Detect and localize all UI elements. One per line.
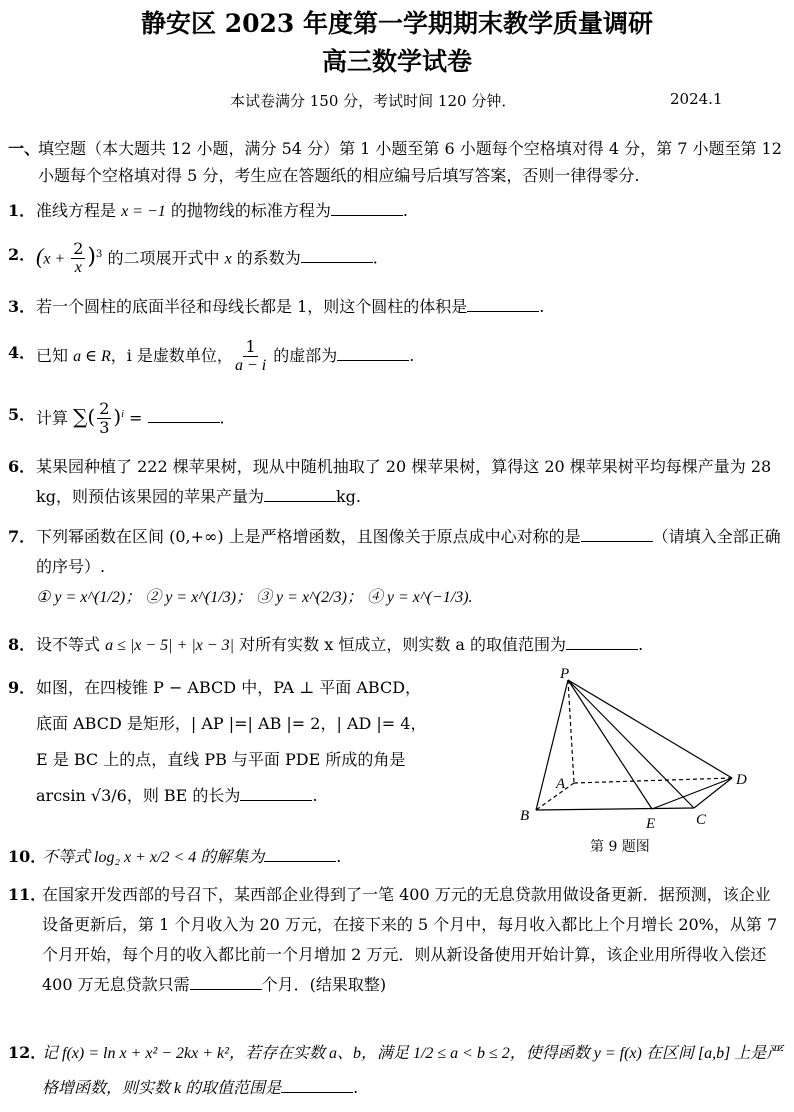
label-A: A — [556, 776, 566, 792]
question-1 — [8, 196, 783, 227]
question-number: 3． — [8, 297, 36, 316]
question-8 — [8, 630, 783, 661]
label-E: E — [646, 816, 656, 832]
q-text: 记 f(x) = ln x + x² − 2kx + k²，若存在实数 a、b，满足 1/2 ≤ a < b ≤ 2，使得函数 y = f(x) 在区间 [a,b] 上是严格增函数，则实数 k 的取值范围是 — [42, 1045, 783, 1097]
question-number: 2． — [8, 245, 36, 264]
q-math: a ∈ R — [73, 348, 111, 365]
q-end: . — [336, 847, 342, 866]
question-number: 10． — [8, 847, 47, 866]
fraction-1-over-a-minus-i: $\frac{1}{a - i}$ — [234, 337, 267, 374]
question-number: 9． — [8, 678, 36, 697]
q-options: ① y = x^(1/2)； ② y = x^(1/3)； ③ y = x^(2/3)； ④ y = x^(−1/3). — [36, 589, 473, 606]
q-text: 在国家开发西部的号召下，某西部企业得到了一笔 400 万元的无息贷款用做设备更新．据预测，该企业设备更新后，第 1 个月收入为 20 万元，在接下来的 5 个月中，每月收入都比上个月增长 20%，从第 7 个月开始，每个月的收入都比前一个月增加 2 万元．则从新设备使用开始计算，该企业用所得收入偿还 400 万无息贷款只需 — [42, 885, 778, 994]
exam-info: 本试卷满分 150 分，考试时间 120 分钟． — [230, 92, 517, 110]
exam-subtitle: 高三数学试卷 — [321, 47, 472, 76]
question-6 — [8, 452, 783, 512]
answer-blank[interactable] — [581, 523, 653, 542]
question-number: 6． — [8, 457, 36, 476]
question-number: 11． — [8, 885, 47, 904]
q-text: 不等式 log₂ x + x/2 < 4 的解集为 — [42, 849, 265, 866]
q-text: 底面 ABCD 是矩形，| AP |=| AB |= 2，| AD |= 4， — [36, 714, 427, 733]
question-3 — [8, 292, 783, 322]
question-number: 7． — [8, 527, 36, 546]
edge-ED — [652, 778, 732, 809]
binomial-expr: ( — [36, 243, 44, 269]
figure-caption: 第 9 题图 — [590, 839, 650, 855]
q-math: a ≤ |x − 5| + |x − 3| — [105, 637, 235, 654]
q-text: 的抛物线的标准方程为 — [165, 201, 331, 220]
answer-blank[interactable] — [240, 782, 312, 801]
question-9 — [8, 670, 478, 814]
q-text: E 是 BC 上的点，直线 PB 与平面 PDE 所成的角是 — [36, 750, 406, 769]
label-B: B — [520, 808, 530, 824]
answer-blank[interactable] — [566, 631, 638, 650]
question-7 — [8, 522, 783, 613]
q-text: ，i 是虚数单位， — [110, 346, 233, 365]
q-text: （请填入全部正确的序号）. — [36, 527, 781, 576]
question-11 — [8, 880, 783, 1000]
q-end: . — [638, 635, 644, 654]
answer-blank[interactable] — [264, 483, 336, 502]
q-end: . — [372, 248, 378, 268]
q-end: . — [312, 786, 318, 805]
question-12 — [8, 1036, 783, 1106]
q-text: 的虚部为 — [268, 346, 338, 365]
q-text: 下列幂函数在区间 (0,+∞) 上是严格增函数，且图像关于原点成中心对称的是 — [36, 527, 581, 546]
q-end: . — [402, 201, 408, 220]
q-text: 某果园种植了 222 棵苹果树，现从中随机抽取了 20 棵苹果树，算得这 20 棵苹果树平均每棵产量为 28 kg，则预估该果园的苹果产量为 — [36, 457, 772, 506]
question-number: 5． — [8, 405, 36, 424]
answer-blank[interactable] — [281, 1074, 353, 1093]
question-number: 4． — [8, 343, 36, 362]
question-4 — [8, 338, 783, 375]
answer-blank[interactable] — [264, 843, 336, 862]
answer-blank[interactable] — [301, 244, 373, 263]
series-expr: ∑ — [73, 404, 88, 429]
q-text: 准线方程是 — [36, 201, 122, 220]
q-end: . — [353, 1078, 359, 1097]
q-end: . — [219, 408, 225, 428]
q-end: 个月．(结果取整) — [261, 975, 387, 994]
label-C: C — [696, 812, 707, 828]
q-text: 若一个圆柱的底面半径和母线长都是 1，则这个圆柱的体积是 — [36, 297, 468, 316]
question-number: 1． — [8, 201, 36, 220]
answer-blank[interactable] — [148, 404, 220, 423]
q-math: x = −1 — [121, 203, 166, 220]
edge-PE — [568, 680, 652, 809]
answer-blank[interactable] — [337, 342, 409, 361]
label-P: P — [560, 668, 570, 682]
q-text: arcsin √3/6，则 BE 的长为 — [36, 786, 241, 805]
exam-date: 2024.1 — [670, 90, 723, 108]
answer-blank[interactable] — [190, 971, 262, 990]
question-2: 2． (x + $\frac{2}{x}$ )$^3$ 的二项展开式中 x 的系数为 . — [8, 239, 378, 277]
q-text: 对所有实数 x 恒成立，则实数 a 的取值范围为 — [234, 635, 567, 654]
edge-BC — [536, 808, 694, 810]
q-math: x — [224, 250, 232, 268]
q-text: 的二项展开式中 — [107, 248, 225, 268]
question-number: 8． — [8, 635, 36, 654]
section-instructions: 填空题（本大题共 12 小题，满分 54 分）第 1 小题至第 6 小题每个空格填对得 4 分，第 7 小题至第 12 小题每个空格填对得 5 分，考生应在答题纸的相应编号后填写答案，否则一律得零分. — [38, 139, 782, 185]
q-text: 计算 — [36, 408, 74, 428]
section-header — [8, 135, 788, 189]
question-number: 12． — [8, 1043, 47, 1062]
q-end: . — [539, 297, 545, 316]
q-text: 如图，在四棱锥 P − ABCD 中，PA ⊥ 平面 ABCD， — [36, 678, 422, 697]
q-text: 的系数为 — [231, 248, 301, 268]
question-10 — [8, 842, 568, 873]
label-D: D — [736, 772, 747, 788]
exam-title: 静安区 2023 年度第一学期期末教学质量调研 — [141, 9, 653, 38]
q-end: kg. — [335, 487, 361, 506]
answer-blank[interactable] — [331, 197, 403, 216]
q-end: . — [409, 346, 415, 365]
question-5: 5． 计算 ∑( $\frac{2}{3}$ )$^i$ = . — [8, 399, 225, 438]
exam-meta — [230, 90, 750, 111]
edge-CD — [694, 778, 732, 808]
edge-PA — [568, 680, 574, 783]
pyramid-figure — [520, 668, 790, 858]
q-text: 已知 — [36, 346, 74, 365]
q-text: 设不等式 — [36, 635, 106, 654]
edge-AD — [574, 778, 732, 783]
answer-blank[interactable] — [467, 293, 539, 312]
section-number: 一、 — [8, 139, 41, 158]
fraction-2-over-x: $\frac{2}{x}$ — [73, 239, 84, 277]
